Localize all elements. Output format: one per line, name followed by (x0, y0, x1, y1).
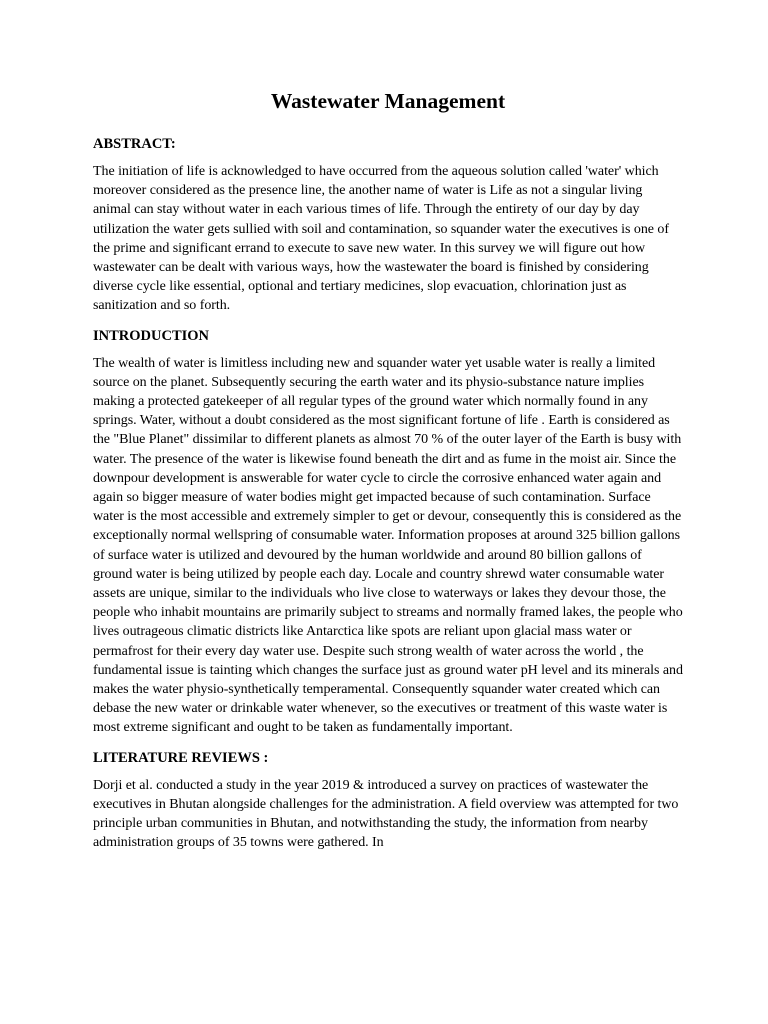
document-page (93, 86, 683, 863)
abstract-section (93, 134, 683, 316)
introduction-heading: INTRODUCTION (93, 327, 210, 344)
literature-reviews-heading: LITERATURE REVIEWS : (93, 749, 269, 766)
literature-reviews-paragraph: Dorji et al. conducted a study in the year 2019 & introduced a survey on practices of wastewater the executives in Bhutan alongside challenges for the administration. A field overview was attempted for two principle urban communities in Bhutan, and notwithstanding the study, the information from nearby administration groups of 35 towns were gathered. In (93, 777, 679, 851)
abstract-heading: ABSTRACT: (93, 136, 176, 152)
abstract-paragraph: The initiation of life is acknowledged to have occurred from the aqueous solution called 'water' which moreover considered as the presence line, the another name of water is Life as not a singular living animal can stay without water in each various times of life. Through the entirety of our day by day utilization the water gets sullied with soil and contamination, so squander water the executives is one of the prime and significant errand to execute to save new water. In this survey we will figure out how wastewater can be dealt with various ways, how the wastewater the board is finished by considering diverse cycle like essential, optional and tertiary medicines, slop evacuation, chlorination just as sanitization and so forth. (93, 164, 669, 314)
introduction-section (93, 326, 683, 738)
introduction-paragraph: The wealth of water is limitless including new and squander water yet usable water is really a limited source on the planet. Subsequently securing the earth water and its physio-substance nature implies making a protected gatekeeper of all regular types of the ground water which normally found in any springs. Water, without a doubt considered as the most significant fortune of life . Earth is considered as the "Blue Planet" dissimilar to different planets as almost 70 % of the outer layer of the Earth is busy with water. The presence of the water is likewise found beneath the dirt and as fume in the moist air. Since the downpour development is answerable for water cycle to circle the corrosive enhanced water again and again so bigger measure of water bodies might get impacted because of such contamination. Surface water is the most accessible and extremely simpler to get or devour, consequently this is considered as the exceptionally normal wellspring of consumable water. Information proposes at around 325 billion gallons of surface water is utilized and devoured by the human worldwide and around 80 billion gallons of ground water is being utilized by people each day. Locale and country shrewd water consumable water assets are unique, similar to the individuals who live close to waterways or lakes they devour those, the people who inhabit mountains are primarily subject to streams and normally framed lakes, the people who lives outrageous climatic districts like Antarctica like spots are reliant upon glacial mass water or permafrost for their every day water use. Despite such strong wealth of water across the world , the fundamental issue is tainting which changes the surface just as ground water pH level and its minerals and makes the water physio-synthetically temperamental. Consequently squander water created which can debase the new water or drinkable water whenever, so the executives or treatment of this waste water is most extreme significant and ought to be taken as fundamentally important. (93, 355, 683, 736)
document-title: Wastewater Management (270, 89, 506, 113)
literature-reviews-section (93, 748, 683, 853)
